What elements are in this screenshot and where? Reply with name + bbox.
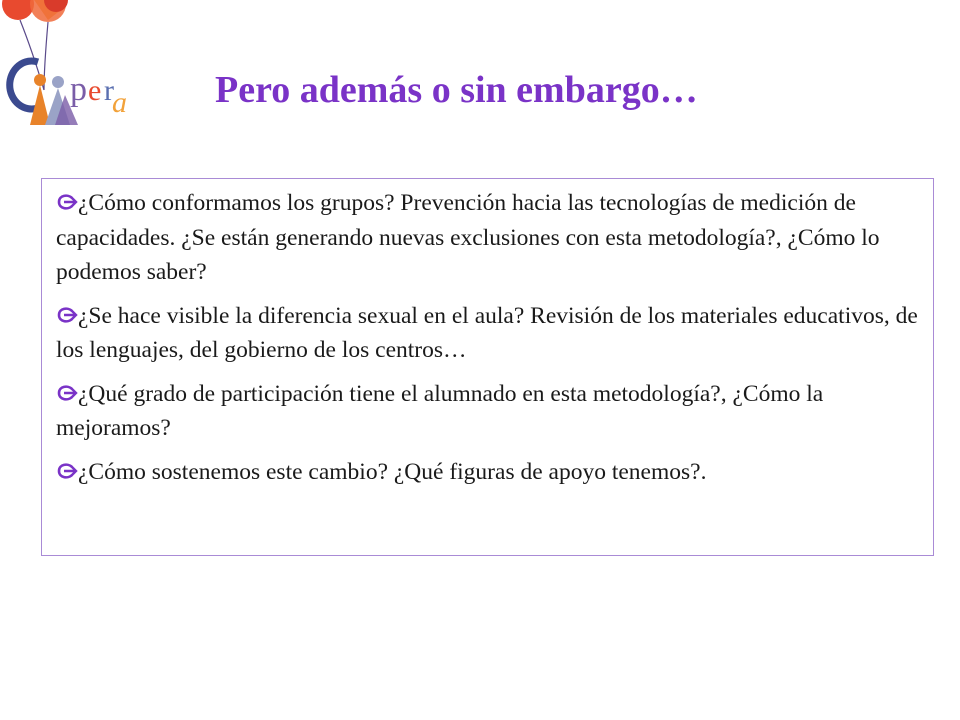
svg-text:p: p <box>70 71 87 108</box>
bullet-text: ¿Cómo sostenemos este cambio? ¿Qué figuras de apoyo tenemos?. <box>78 458 707 485</box>
coopera-logo <box>0 0 140 130</box>
svg-text:a: a <box>112 86 127 119</box>
arrow-icon <box>56 305 78 325</box>
bullet-text: ¿Cómo conformamos los grupos? Prevención hacia las tecnologías de medición de capacidades. ¿Se están generando nuevas exclusiones con esta metodología?, ¿Cómo lo podemos saber? <box>56 190 880 285</box>
svg-text:r: r <box>104 74 114 107</box>
bullet-text: ¿Se hace visible la diferencia sexual en el aula? Revisión de los materiales educativos, de los lenguajes, del gobierno de los centros… <box>56 302 918 363</box>
bullet-item <box>56 377 919 446</box>
bullet-item <box>56 186 919 290</box>
bullet-text: ¿Qué grado de participación tiene el alumnado en esta metodología?, ¿Cómo la mejoramos? <box>56 380 824 441</box>
bullet-item <box>56 455 919 490</box>
svg-text:e: e <box>88 74 102 107</box>
content-box <box>41 178 934 556</box>
arrow-icon <box>56 461 78 481</box>
slide-title: Pero además o sin embargo… <box>215 69 698 111</box>
balloon-logo-icon <box>0 0 140 130</box>
arrow-icon <box>56 383 78 403</box>
arrow-icon <box>56 192 78 212</box>
bullet-item <box>56 299 919 368</box>
